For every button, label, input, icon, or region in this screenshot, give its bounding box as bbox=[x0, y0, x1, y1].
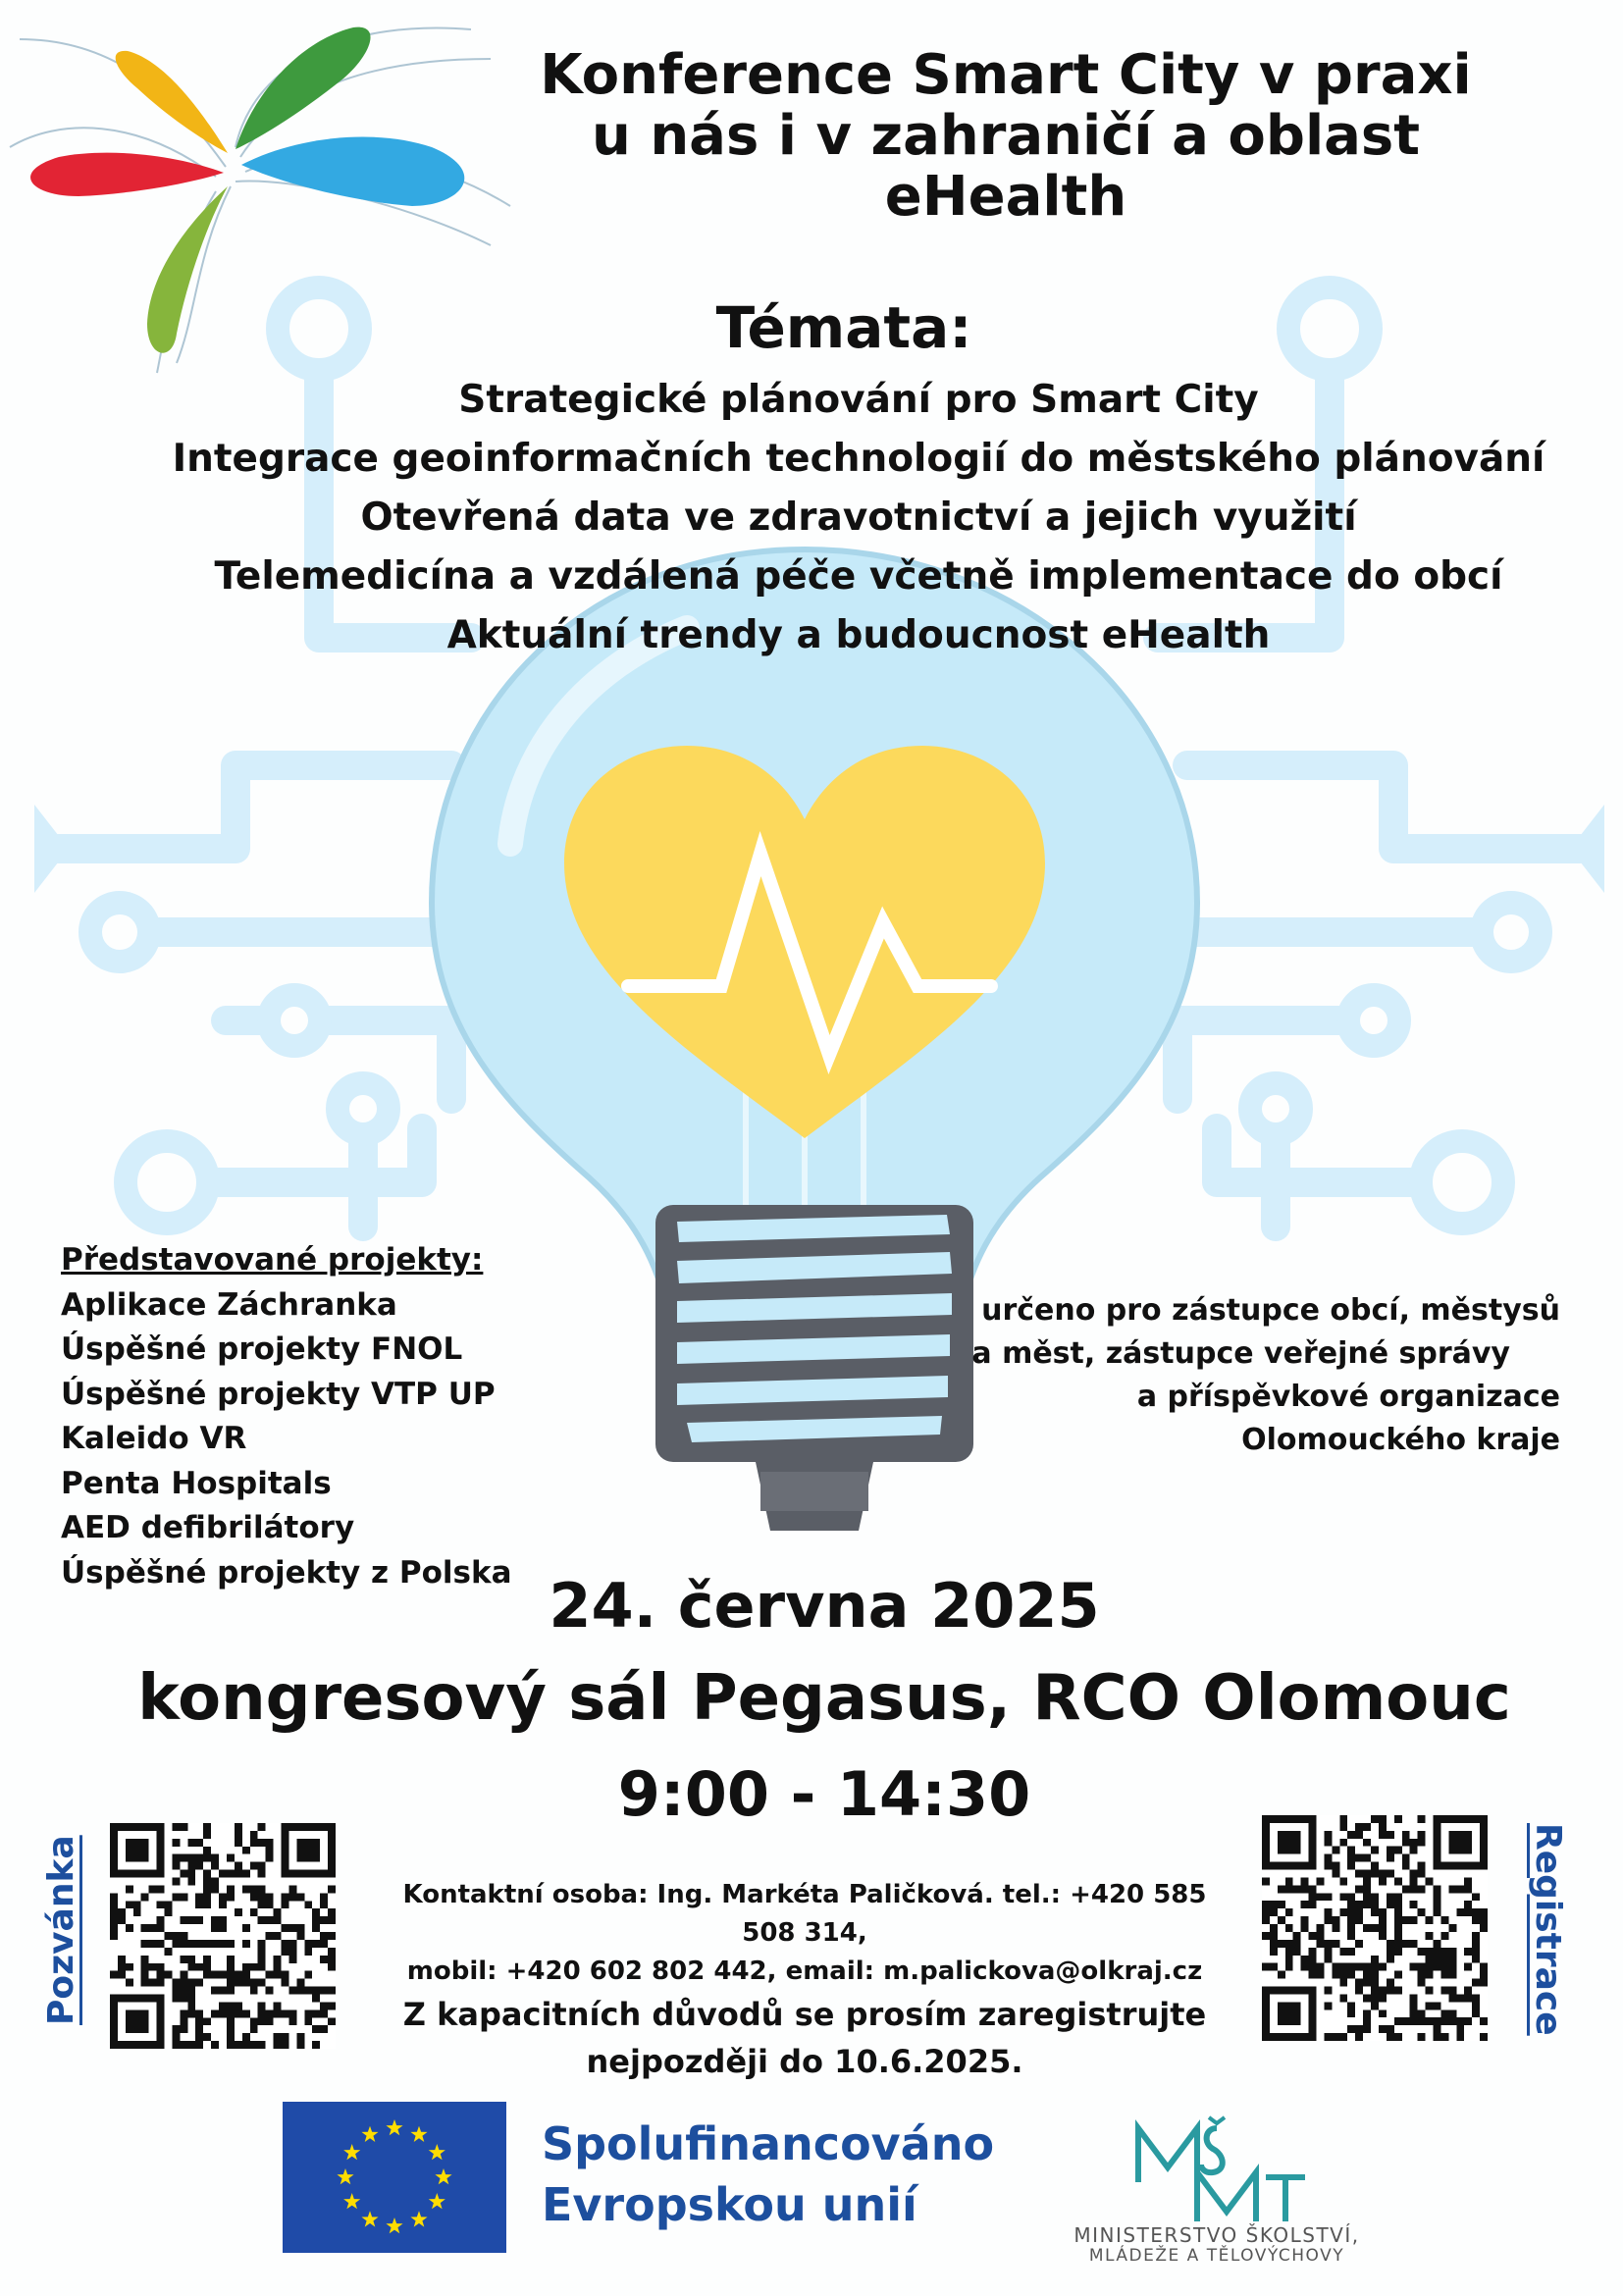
ministry-line: MINISTERSTVO ŠKOLSTVÍ, bbox=[1073, 2223, 1360, 2247]
registration-link[interactable]: Registrace bbox=[1528, 1823, 1568, 2036]
registration-note: Z kapacitních důvodů se prosím zaregistrujte bbox=[402, 1996, 1207, 2033]
eu-line: Evropskou unií bbox=[542, 2178, 917, 2231]
projects-list bbox=[61, 1283, 610, 1596]
topics-list bbox=[98, 371, 1619, 665]
contact-line: Kontaktní osoba: Ing. Markéta Paličková. tel.: +420 585 508 314, bbox=[402, 1880, 1207, 1948]
conference-logo bbox=[0, 0, 530, 392]
topic-item: Telemedicína a vzdálená péče včetně implementace do obcí bbox=[214, 554, 1503, 599]
project-item: Úspěšné projekty VTP UP bbox=[61, 1376, 496, 1412]
title-line-2: u nás i v zahraničí a oblast bbox=[591, 104, 1421, 168]
presented-projects bbox=[61, 1238, 610, 1595]
project-item: Úspěšné projekty FNOL bbox=[61, 1331, 463, 1367]
ministry-line: MLÁDEŽE A TĚLOVÝCHOVY bbox=[1088, 2246, 1345, 2266]
project-item: Úspěšné projekty z Polska bbox=[61, 1554, 512, 1591]
eu-flag-icon bbox=[283, 2102, 506, 2253]
event-date: 24. června 2025 bbox=[549, 1570, 1100, 1642]
audience-line: Olomouckého kraje bbox=[1241, 1423, 1560, 1457]
projects-heading: Představované projekty: bbox=[61, 1242, 484, 1278]
ministry-name bbox=[1030, 2225, 1403, 2267]
topics-heading: Témata: bbox=[715, 294, 972, 361]
event-time: 9:00 - 14:30 bbox=[617, 1758, 1031, 1830]
title-line-3: eHealth bbox=[884, 165, 1127, 229]
ministry-logo bbox=[1119, 2113, 1315, 2231]
audience-line: a měst, zástupce veřejné správy bbox=[971, 1336, 1510, 1371]
contact-line: mobil: +420 602 802 442, email: m.palickova@olkraj.cz bbox=[406, 1957, 1203, 1986]
registration-deadline: nejpozději do 10.6.2025. bbox=[586, 2043, 1023, 2080]
target-audience bbox=[971, 1289, 1560, 1462]
event-venue: kongresový sál Pegasus, RCO Olomouc bbox=[137, 1662, 1511, 1735]
topic-item: Aktuální trendy a budoucnost eHealth bbox=[446, 613, 1271, 657]
contact-info bbox=[373, 1876, 1236, 2085]
invitation-qr-code[interactable] bbox=[110, 1823, 336, 2049]
conference-title bbox=[491, 45, 1521, 228]
invitation-link[interactable]: Pozvánka bbox=[41, 1835, 81, 2025]
project-item: AED defibrilátory bbox=[61, 1510, 355, 1545]
project-item: Kaleido VR bbox=[61, 1421, 247, 1456]
audience-line: určeno pro zástupce obcí, městysů bbox=[981, 1293, 1560, 1328]
topic-item: Strategické plánování pro Smart City bbox=[458, 378, 1259, 422]
topic-item: Otevřená data ve zdravotnictví a jejich využití bbox=[360, 496, 1357, 540]
eu-cofunding-text bbox=[542, 2113, 995, 2235]
topic-item: Integrace geoinformačních technologií do městského plánování bbox=[172, 437, 1545, 481]
project-item: Penta Hospitals bbox=[61, 1465, 332, 1501]
audience-line: a příspěvkové organizace bbox=[1136, 1380, 1560, 1414]
eu-line: Spolufinancováno bbox=[542, 2117, 995, 2170]
project-item: Aplikace Záchranka bbox=[61, 1286, 397, 1323]
registration-qr-code[interactable] bbox=[1262, 1815, 1488, 2041]
title-line-1: Konference Smart City v praxi bbox=[540, 43, 1472, 107]
